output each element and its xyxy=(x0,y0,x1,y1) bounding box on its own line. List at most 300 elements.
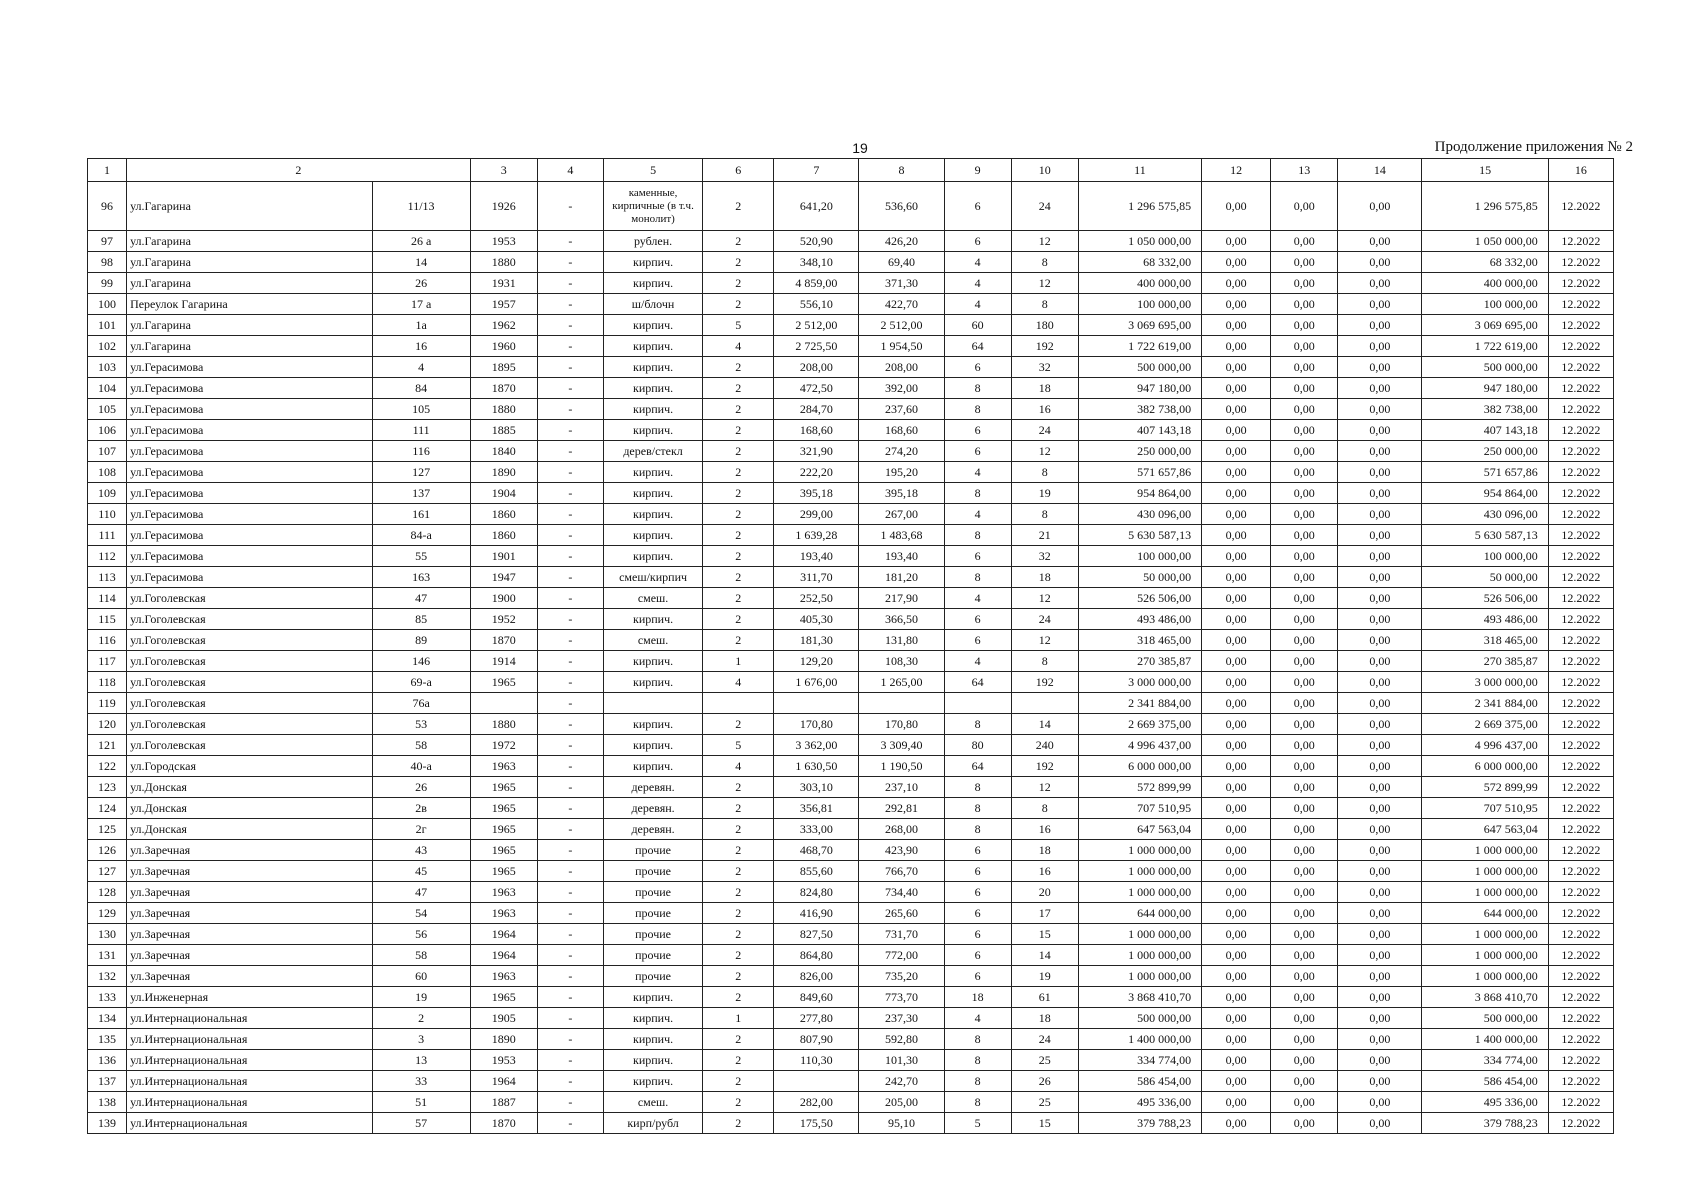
cell-c10: 18 xyxy=(1011,1008,1078,1029)
cell-house: 43 xyxy=(372,840,470,861)
cell-c15: 3 000 000,00 xyxy=(1422,672,1548,693)
cell-n: 139 xyxy=(88,1113,127,1134)
cell-c9: 60 xyxy=(944,315,1011,336)
cell-area-res: 237,60 xyxy=(859,399,944,420)
cell-n: 100 xyxy=(88,294,127,315)
cell-year: 1965 xyxy=(470,798,537,819)
cell-material: кирпич. xyxy=(603,252,702,273)
cell-c11: 947 180,00 xyxy=(1078,378,1201,399)
cell-c16: 12.2022 xyxy=(1548,819,1613,840)
cell-year: 1890 xyxy=(470,1029,537,1050)
cell-c4: - xyxy=(537,1008,603,1029)
table-row xyxy=(88,630,1614,651)
cell-c11: 495 336,00 xyxy=(1078,1092,1201,1113)
cell-area-res: 371,30 xyxy=(859,273,944,294)
cell-c14: 0,00 xyxy=(1338,798,1422,819)
cell-area-res: 195,20 xyxy=(859,462,944,483)
cell-material: кирпич. xyxy=(603,462,702,483)
cell-house: 76а xyxy=(372,693,470,714)
cell-material: кирпич. xyxy=(603,735,702,756)
cell-c15: 526 506,00 xyxy=(1422,588,1548,609)
cell-floors: 2 xyxy=(703,1071,774,1092)
cell-c15: 379 788,23 xyxy=(1422,1113,1548,1134)
cell-c4: - xyxy=(537,588,603,609)
cell-c11: 100 000,00 xyxy=(1078,546,1201,567)
cell-floors: 2 xyxy=(703,462,774,483)
cell-c14: 0,00 xyxy=(1338,756,1422,777)
col-header: 7 xyxy=(774,159,859,182)
cell-year: 1953 xyxy=(470,1050,537,1071)
cell-c10: 16 xyxy=(1011,861,1078,882)
cell-c4: - xyxy=(537,819,603,840)
cell-c14: 0,00 xyxy=(1338,182,1422,231)
cell-street: ул.Гоголевская xyxy=(127,651,372,672)
cell-c13: 0,00 xyxy=(1271,1008,1338,1029)
table-row xyxy=(88,777,1614,798)
cell-c4: - xyxy=(537,546,603,567)
cell-c10: 8 xyxy=(1011,462,1078,483)
cell-c16: 12.2022 xyxy=(1548,609,1613,630)
cell-year: 1840 xyxy=(470,441,537,462)
cell-c4: - xyxy=(537,987,603,1008)
cell-house: 69-а xyxy=(372,672,470,693)
cell-n: 111 xyxy=(88,525,127,546)
cell-street: ул.Городская xyxy=(127,756,372,777)
cell-c13: 0,00 xyxy=(1271,525,1338,546)
cell-area-total: 849,60 xyxy=(774,987,859,1008)
cell-c12: 0,00 xyxy=(1202,882,1271,903)
cell-area-total: 827,50 xyxy=(774,924,859,945)
cell-c16: 12.2022 xyxy=(1548,945,1613,966)
table-row xyxy=(88,693,1614,714)
cell-street: ул.Гагарина xyxy=(127,252,372,273)
table-row xyxy=(88,588,1614,609)
cell-c14: 0,00 xyxy=(1338,966,1422,987)
table-row xyxy=(88,1029,1614,1050)
cell-material: кирпич. xyxy=(603,483,702,504)
cell-c13: 0,00 xyxy=(1271,399,1338,420)
cell-c9 xyxy=(944,693,1011,714)
cell-c12: 0,00 xyxy=(1202,819,1271,840)
cell-c16: 12.2022 xyxy=(1548,294,1613,315)
cell-c12: 0,00 xyxy=(1202,588,1271,609)
cell-c13: 0,00 xyxy=(1271,1092,1338,1113)
cell-c13: 0,00 xyxy=(1271,462,1338,483)
cell-c14: 0,00 xyxy=(1338,1008,1422,1029)
cell-street: ул.Герасимова xyxy=(127,567,372,588)
cell-c13: 0,00 xyxy=(1271,441,1338,462)
cell-c4: - xyxy=(537,924,603,945)
cell-n: 114 xyxy=(88,588,127,609)
cell-year: 1964 xyxy=(470,1071,537,1092)
cell-c12: 0,00 xyxy=(1202,336,1271,357)
cell-c16: 12.2022 xyxy=(1548,882,1613,903)
cell-area-total: 284,70 xyxy=(774,399,859,420)
cell-c13: 0,00 xyxy=(1271,651,1338,672)
cell-area-res: 69,40 xyxy=(859,252,944,273)
cell-c4: - xyxy=(537,441,603,462)
cell-n: 132 xyxy=(88,966,127,987)
cell-c10: 14 xyxy=(1011,945,1078,966)
cell-c10: 192 xyxy=(1011,756,1078,777)
cell-c14: 0,00 xyxy=(1338,1050,1422,1071)
cell-n: 110 xyxy=(88,504,127,525)
cell-house: 13 xyxy=(372,1050,470,1071)
table-row xyxy=(88,819,1614,840)
cell-c10: 192 xyxy=(1011,336,1078,357)
cell-c9: 8 xyxy=(944,1071,1011,1092)
cell-c13: 0,00 xyxy=(1271,882,1338,903)
cell-c12: 0,00 xyxy=(1202,798,1271,819)
cell-c14: 0,00 xyxy=(1338,924,1422,945)
cell-c4: - xyxy=(537,630,603,651)
cell-c13: 0,00 xyxy=(1271,273,1338,294)
cell-c9: 64 xyxy=(944,672,1011,693)
cell-c9: 8 xyxy=(944,777,1011,798)
cell-c14: 0,00 xyxy=(1338,546,1422,567)
cell-street: ул.Гагарина xyxy=(127,231,372,252)
cell-c9: 6 xyxy=(944,945,1011,966)
cell-area-total: 468,70 xyxy=(774,840,859,861)
cell-c12: 0,00 xyxy=(1202,693,1271,714)
cell-area-res: 426,20 xyxy=(859,231,944,252)
cell-c16: 12.2022 xyxy=(1548,651,1613,672)
cell-area-res: 95,10 xyxy=(859,1113,944,1134)
cell-n: 133 xyxy=(88,987,127,1008)
table-row xyxy=(88,231,1614,252)
cell-n: 106 xyxy=(88,420,127,441)
cell-c13: 0,00 xyxy=(1271,1029,1338,1050)
cell-house: 146 xyxy=(372,651,470,672)
cell-floors: 2 xyxy=(703,588,774,609)
cell-c9: 64 xyxy=(944,336,1011,357)
cell-c10: 17 xyxy=(1011,903,1078,924)
cell-street: ул.Интернациональная xyxy=(127,1092,372,1113)
cell-area-total: 277,80 xyxy=(774,1008,859,1029)
table-row xyxy=(88,609,1614,630)
cell-c16: 12.2022 xyxy=(1548,462,1613,483)
cell-year: 1931 xyxy=(470,273,537,294)
cell-c12: 0,00 xyxy=(1202,651,1271,672)
appendix-label: Продолжение приложения № 2 xyxy=(1434,139,1633,155)
cell-area-total: 333,00 xyxy=(774,819,859,840)
cell-material: деревян. xyxy=(603,777,702,798)
cell-area-total: 3 362,00 xyxy=(774,735,859,756)
cell-floors: 2 xyxy=(703,819,774,840)
cell-street: ул.Герасимова xyxy=(127,504,372,525)
cell-c12: 0,00 xyxy=(1202,1071,1271,1092)
cell-material xyxy=(603,693,702,714)
page-number: 19 xyxy=(852,140,868,156)
table-row xyxy=(88,336,1614,357)
cell-c10: 16 xyxy=(1011,819,1078,840)
col-header: 13 xyxy=(1271,159,1338,182)
cell-material: кирп/рубл xyxy=(603,1113,702,1134)
cell-area-total: 175,50 xyxy=(774,1113,859,1134)
cell-street: ул.Гоголевская xyxy=(127,672,372,693)
cell-street: ул.Гоголевская xyxy=(127,693,372,714)
cell-c9: 6 xyxy=(944,609,1011,630)
cell-area-res: 242,70 xyxy=(859,1071,944,1092)
cell-floors: 2 xyxy=(703,252,774,273)
cell-c16: 12.2022 xyxy=(1548,504,1613,525)
cell-c13: 0,00 xyxy=(1271,504,1338,525)
cell-area-total: 252,50 xyxy=(774,588,859,609)
cell-n: 115 xyxy=(88,609,127,630)
cell-c14: 0,00 xyxy=(1338,987,1422,1008)
cell-c10: 240 xyxy=(1011,735,1078,756)
cell-c12: 0,00 xyxy=(1202,945,1271,966)
cell-street: ул.Интернациональная xyxy=(127,1071,372,1092)
cell-street: ул.Заречная xyxy=(127,903,372,924)
cell-c13: 0,00 xyxy=(1271,1071,1338,1092)
cell-n: 98 xyxy=(88,252,127,273)
cell-material: деревян. xyxy=(603,798,702,819)
cell-c11: 1 000 000,00 xyxy=(1078,861,1201,882)
cell-area-res: 1 483,68 xyxy=(859,525,944,546)
cell-year: 1901 xyxy=(470,546,537,567)
cell-c15: 571 657,86 xyxy=(1422,462,1548,483)
cell-year: 1904 xyxy=(470,483,537,504)
cell-area-res: 735,20 xyxy=(859,966,944,987)
cell-n: 121 xyxy=(88,735,127,756)
cell-c13: 0,00 xyxy=(1271,861,1338,882)
cell-area-total: 181,30 xyxy=(774,630,859,651)
cell-c13: 0,00 xyxy=(1271,714,1338,735)
cell-street: ул.Инженерная xyxy=(127,987,372,1008)
cell-year: 1965 xyxy=(470,819,537,840)
cell-c12: 0,00 xyxy=(1202,735,1271,756)
cell-c11: 250 000,00 xyxy=(1078,441,1201,462)
cell-c10: 12 xyxy=(1011,630,1078,651)
cell-c11: 954 864,00 xyxy=(1078,483,1201,504)
table-row xyxy=(88,861,1614,882)
cell-c14: 0,00 xyxy=(1338,588,1422,609)
cell-c10: 8 xyxy=(1011,504,1078,525)
cell-floors: 2 xyxy=(703,882,774,903)
cell-material: прочие xyxy=(603,945,702,966)
cell-c4: - xyxy=(537,567,603,588)
cell-n: 127 xyxy=(88,861,127,882)
table-row xyxy=(88,294,1614,315)
cell-c9: 6 xyxy=(944,966,1011,987)
cell-street: ул.Заречная xyxy=(127,861,372,882)
cell-c12: 0,00 xyxy=(1202,273,1271,294)
cell-c15: 2 669 375,00 xyxy=(1422,714,1548,735)
cell-c9: 64 xyxy=(944,756,1011,777)
cell-c4: - xyxy=(537,504,603,525)
cell-floors: 4 xyxy=(703,336,774,357)
cell-c15: 2 341 884,00 xyxy=(1422,693,1548,714)
cell-street: ул.Герасимова xyxy=(127,462,372,483)
cell-n: 105 xyxy=(88,399,127,420)
cell-floors xyxy=(703,693,774,714)
cell-house: 58 xyxy=(372,945,470,966)
cell-year: 1870 xyxy=(470,630,537,651)
cell-n: 131 xyxy=(88,945,127,966)
cell-c16: 12.2022 xyxy=(1548,399,1613,420)
cell-c12: 0,00 xyxy=(1202,420,1271,441)
cell-c14: 0,00 xyxy=(1338,1029,1422,1050)
cell-n: 120 xyxy=(88,714,127,735)
cell-c4: - xyxy=(537,420,603,441)
cell-c15: 1 400 000,00 xyxy=(1422,1029,1548,1050)
cell-n: 103 xyxy=(88,357,127,378)
cell-c9: 6 xyxy=(944,840,1011,861)
cell-c9: 6 xyxy=(944,441,1011,462)
cell-c9: 8 xyxy=(944,714,1011,735)
cell-year: 1870 xyxy=(470,378,537,399)
cell-house: 111 xyxy=(372,420,470,441)
cell-floors: 2 xyxy=(703,399,774,420)
cell-c13: 0,00 xyxy=(1271,252,1338,273)
cell-c16: 12.2022 xyxy=(1548,252,1613,273)
cell-c4: - xyxy=(537,1050,603,1071)
cell-house: 47 xyxy=(372,882,470,903)
cell-c9: 8 xyxy=(944,567,1011,588)
cell-c4: - xyxy=(537,525,603,546)
cell-c11: 430 096,00 xyxy=(1078,504,1201,525)
cell-c4: - xyxy=(537,273,603,294)
table-row xyxy=(88,546,1614,567)
table-row xyxy=(88,945,1614,966)
cell-c11: 500 000,00 xyxy=(1078,1008,1201,1029)
cell-c12: 0,00 xyxy=(1202,777,1271,798)
cell-c9: 4 xyxy=(944,252,1011,273)
cell-c9: 4 xyxy=(944,504,1011,525)
cell-c16: 12.2022 xyxy=(1548,966,1613,987)
cell-area-total: 826,00 xyxy=(774,966,859,987)
cell-floors: 2 xyxy=(703,840,774,861)
table-row xyxy=(88,882,1614,903)
cell-c16: 12.2022 xyxy=(1548,861,1613,882)
cell-year: 1963 xyxy=(470,882,537,903)
cell-area-total xyxy=(774,1071,859,1092)
cell-c12: 0,00 xyxy=(1202,1113,1271,1134)
cell-c14: 0,00 xyxy=(1338,819,1422,840)
cell-area-total: 520,90 xyxy=(774,231,859,252)
cell-n: 124 xyxy=(88,798,127,819)
cell-c12: 0,00 xyxy=(1202,1029,1271,1050)
cell-n: 128 xyxy=(88,882,127,903)
cell-area-total: 356,81 xyxy=(774,798,859,819)
cell-c12: 0,00 xyxy=(1202,378,1271,399)
cell-c11: 334 774,00 xyxy=(1078,1050,1201,1071)
cell-c14: 0,00 xyxy=(1338,735,1422,756)
cell-c9: 6 xyxy=(944,882,1011,903)
cell-c13: 0,00 xyxy=(1271,294,1338,315)
cell-street: ул.Герасимова xyxy=(127,525,372,546)
cell-c4: - xyxy=(537,1071,603,1092)
cell-area-res: 422,70 xyxy=(859,294,944,315)
cell-c11: 3 069 695,00 xyxy=(1078,315,1201,336)
cell-c9: 8 xyxy=(944,399,1011,420)
cell-c15: 647 563,04 xyxy=(1422,819,1548,840)
cell-area-total: 170,80 xyxy=(774,714,859,735)
cell-c4: - xyxy=(537,182,603,231)
table-row xyxy=(88,1008,1614,1029)
cell-c14: 0,00 xyxy=(1338,441,1422,462)
cell-n: 137 xyxy=(88,1071,127,1092)
cell-street: ул.Герасимова xyxy=(127,483,372,504)
cell-material: деревян. xyxy=(603,819,702,840)
cell-floors: 2 xyxy=(703,273,774,294)
cell-year: 1860 xyxy=(470,504,537,525)
cell-c11: 1 722 619,00 xyxy=(1078,336,1201,357)
cell-c12: 0,00 xyxy=(1202,1092,1271,1113)
cell-house: 45 xyxy=(372,861,470,882)
cell-c9: 8 xyxy=(944,1092,1011,1113)
cell-area-total: 299,00 xyxy=(774,504,859,525)
cell-street: ул.Гоголевская xyxy=(127,609,372,630)
cell-area-total: 1 639,28 xyxy=(774,525,859,546)
cell-n: 123 xyxy=(88,777,127,798)
cell-floors: 2 xyxy=(703,231,774,252)
cell-c9: 6 xyxy=(944,630,1011,651)
cell-floors: 4 xyxy=(703,672,774,693)
cell-c14: 0,00 xyxy=(1338,651,1422,672)
cell-material: кирпич. xyxy=(603,1008,702,1029)
cell-c4: - xyxy=(537,1092,603,1113)
col-header: 12 xyxy=(1202,159,1271,182)
cell-house: 84-а xyxy=(372,525,470,546)
cell-c9: 6 xyxy=(944,420,1011,441)
cell-c13: 0,00 xyxy=(1271,1050,1338,1071)
cell-c14: 0,00 xyxy=(1338,567,1422,588)
cell-house: 55 xyxy=(372,546,470,567)
cell-material: кирпич. xyxy=(603,336,702,357)
cell-c13: 0,00 xyxy=(1271,483,1338,504)
table-row xyxy=(88,987,1614,1008)
cell-year: 1972 xyxy=(470,735,537,756)
cell-area-res: 734,40 xyxy=(859,882,944,903)
cell-c9: 8 xyxy=(944,819,1011,840)
table-row xyxy=(88,273,1614,294)
cell-material: кирпич. xyxy=(603,714,702,735)
cell-c15: 334 774,00 xyxy=(1422,1050,1548,1071)
cell-c13: 0,00 xyxy=(1271,756,1338,777)
cell-house: 4 xyxy=(372,357,470,378)
cell-c16: 12.2022 xyxy=(1548,630,1613,651)
cell-c11: 1 050 000,00 xyxy=(1078,231,1201,252)
cell-c11: 500 000,00 xyxy=(1078,357,1201,378)
cell-floors: 2 xyxy=(703,1113,774,1134)
cell-c15: 1 000 000,00 xyxy=(1422,882,1548,903)
table-row xyxy=(88,357,1614,378)
cell-c4: - xyxy=(537,609,603,630)
cell-material: прочие xyxy=(603,966,702,987)
cell-c16: 12.2022 xyxy=(1548,924,1613,945)
table-row xyxy=(88,252,1614,273)
cell-area-res: 731,70 xyxy=(859,924,944,945)
table-row xyxy=(88,966,1614,987)
cell-c4: - xyxy=(537,945,603,966)
cell-material xyxy=(603,182,702,231)
cell-c4: - xyxy=(537,1029,603,1050)
cell-c14: 0,00 xyxy=(1338,672,1422,693)
cell-house: 2 xyxy=(372,1008,470,1029)
cell-c15: 6 000 000,00 xyxy=(1422,756,1548,777)
cell-area-res: 208,00 xyxy=(859,357,944,378)
cell-house: 58 xyxy=(372,735,470,756)
table-row xyxy=(88,483,1614,504)
cell-area-res: 423,90 xyxy=(859,840,944,861)
cell-c16: 12.2022 xyxy=(1548,231,1613,252)
cell-floors: 2 xyxy=(703,777,774,798)
cell-floors: 2 xyxy=(703,630,774,651)
cell-house: 60 xyxy=(372,966,470,987)
table-row xyxy=(88,525,1614,546)
